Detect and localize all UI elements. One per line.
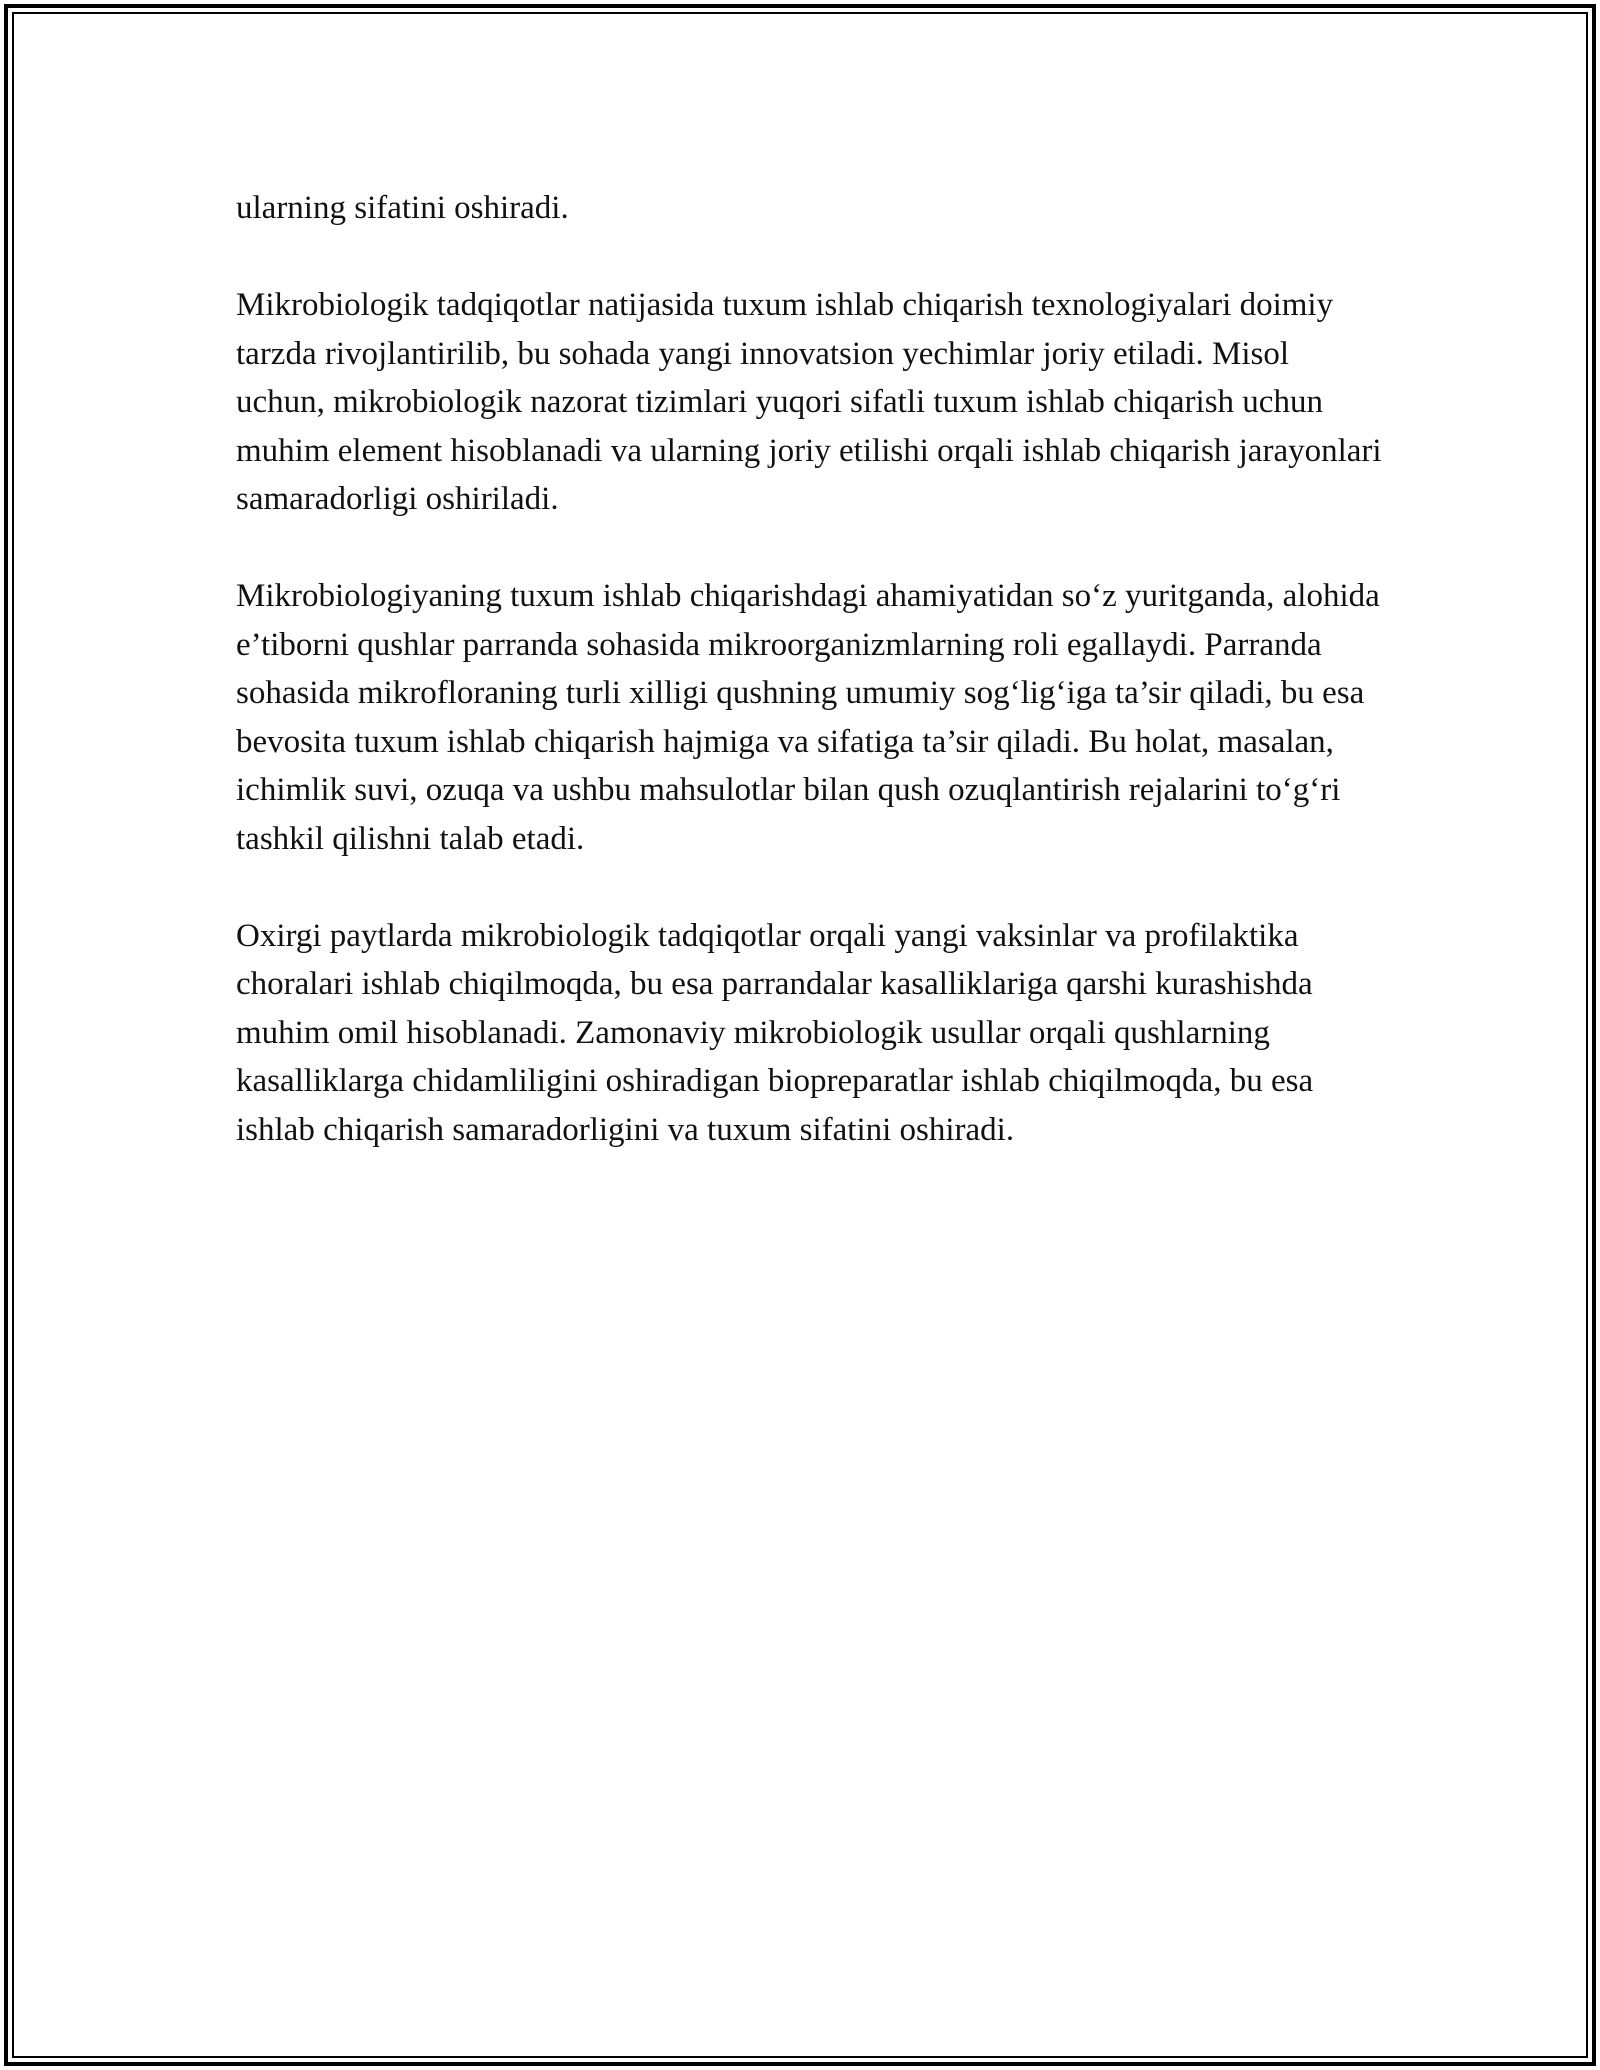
paragraph-4: Oxirgi paytlarda mikrobiologik tadqiqotlar orqali yangi vaksinlar va profilaktika choralari ishlab chiqilmoqda, bu esa parrandalar kasalliklariga qarshi kurashishda muhim omil hisoblanadi. Zamonaviy mikrobiologik usullar orqali qushlarning kasalliklarga chidamliligini oshiradigan biopreparatlar ishlab chiqilmoqda, bu esa ishlab chiqarish samaradorligini va tuxum sifatini oshiradi.	[236, 917, 1314, 1148]
paragraph-2: Mikrobiologik tadqiqotlar natijasida tuxum ishlab chiqarish texnologiyalari doimiy tarzda rivojlantirilib, bu sohada yangi innovatsion yechimlar joriy etiladi. Misol uchun, mikrobiologik nazorat tizimlari yuqori sifatli tuxum ishlab chiqarish uchun muhim element hisoblanadi va ularning joriy etilishi orqali ishlab chiqarish jarayonlari samaradorligi oshiriladi.	[236, 287, 1382, 517]
paragraph-1: ularning sifatini oshiradi.	[236, 190, 569, 226]
paragraph-3: Mikrobiologiyaning tuxum ishlab chiqarishdagi ahamiyatidan so‘z yuritganda, alohida e’tiborni qushlar parranda sohasida mikroorganizmlarning roli egallaydi. Parranda sohasida mikrofloraning turli xilligi qushning umumiy sog‘lig‘iga ta’sir qiladi, bu esa bevosita tuxum ishlab chiqarish hajmiga va sifatiga ta’sir qiladi. Bu holat, masalan, ichimlik suvi, ozuqa va ushbu mahsulotlar bilan qush ozuqlantirish rejalarini to‘g‘ri tashkil qilishni talab etadi.	[236, 578, 1380, 857]
document-body	[236, 184, 1386, 1203]
